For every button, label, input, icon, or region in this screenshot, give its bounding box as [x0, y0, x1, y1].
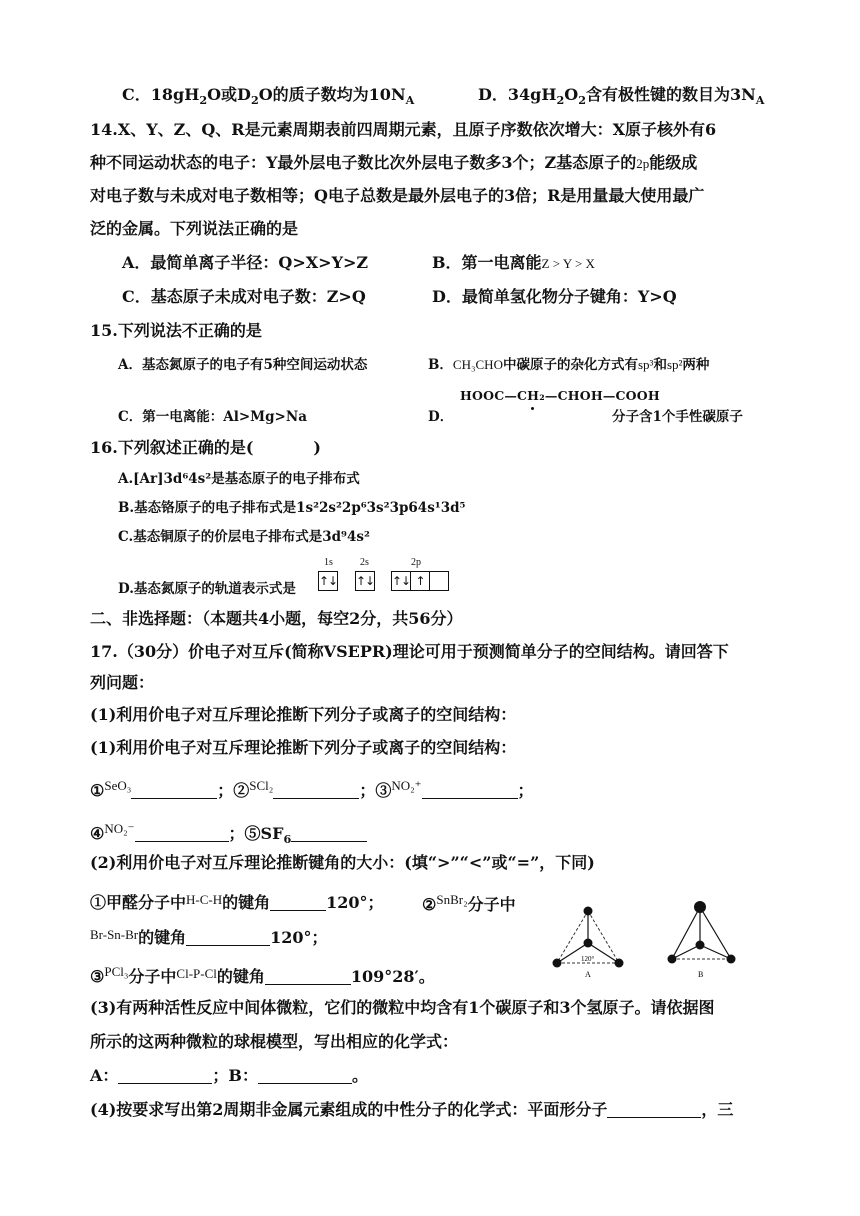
q14-stem-line3: 对电子数与未成对电子数相等；Q电子总数是最外层电子的3倍；R是用量最大使用最广: [90, 186, 705, 205]
q14-option-c: C．基态原子未成对电子数：Z>Q: [122, 287, 366, 306]
q17-part1: (1)利用价电子对互斥理论推断下列分子或离子的空间结构：: [90, 705, 517, 724]
orbital-box-2p-3: [429, 571, 449, 591]
section-heading: 二、非选择题：（本题共4小题，每空2分，共56分）: [90, 609, 463, 628]
q16-option-c: C.基态铜原子的价层电子排布式是3d⁹4s²: [118, 529, 370, 545]
ball-stick-figure: [545, 895, 755, 980]
q17-part2: (2)利用价电子对互斥理论推断键角的大小：(填“>”“<”或“=”，下同): [90, 853, 595, 872]
q16-option-a: A.[Ar]3d⁶4s²是基态原子的电子排布式: [118, 471, 360, 487]
chiral-mark-icon: [531, 407, 534, 410]
q15-stem: 15.下列说法不正确的是: [90, 321, 262, 340]
q17-part3-line1: (3)有两种活性反应中间体微粒，它们的微粒中均含有1个碳原子和3个氢原子。请依据图: [90, 998, 715, 1017]
q14-stem-line2: 种不同运动状态的电子：Y最外层电子数比次外层电子数多3个；Z基态原子的2p能级成: [90, 153, 698, 172]
orbital-box-2s: ↑↓: [355, 571, 375, 591]
orbital-label-2s: 2s: [360, 557, 369, 568]
q14-option-d: D．最简单氢化物分子键角：Y>Q: [432, 287, 677, 306]
q17-part2-item3: ③$^{PCl_3}$分子中$^{Cl-P-Cl}$的键角 109°28′。: [90, 964, 435, 986]
q17-part2-item1: ①甲醛分子中$^{H-C-H}$的键角 120°；: [90, 892, 384, 912]
q16-option-d: D.基态氮原子的轨道表示式是: [118, 581, 296, 597]
orbital-label-1s: 1s: [324, 557, 333, 568]
q13-option-c: C．$18gH_2O$或$D_2O$的质子数均为$10N_A$: [122, 85, 415, 108]
q17-part3-answers: A： ；B： 。: [90, 1066, 368, 1085]
angle-label: 120°: [581, 955, 595, 963]
q17-part4: (4)按要求写出第2周期非金属元素组成的中性分子的化学式：平面形分子 ，三: [90, 1100, 734, 1119]
model-a-label: A: [585, 970, 591, 979]
model-b-label: B: [698, 970, 704, 979]
q17-part1-duplicate: (1)利用价电子对互斥理论推断下列分子或离子的空间结构：: [90, 738, 517, 757]
q17-stem-line2: 列问题：: [90, 673, 155, 692]
q17-part2-item2-cont: $^{Br-Sn-Br}$的键角 120°；: [90, 927, 328, 947]
q16-option-b: B.基态铬原子的电子排布式是1s²2s²2p⁶3s²3p64s¹3d⁵: [118, 500, 466, 516]
q13-option-d: D．$34gH_2O_2$含有极性键的数目为$3N_A$: [478, 85, 765, 108]
q15-structure-formula: HOOC—CH₂—CHOH—COOH: [460, 388, 660, 403]
orbital-box-2p-1: ↑↓: [391, 571, 411, 591]
q15-option-b: B．CH₃CHO中碳原子的杂化方式有sp³和sp²两种: [428, 357, 710, 373]
q16-stem: 16.下列叙述正确的是( ): [90, 438, 321, 457]
model-b: [668, 901, 736, 979]
q14-stem-line1: 14.X、Y、Z、Q、R是元素周期表前四周期元素，且原子序数依次增大：X原子核外有6: [90, 120, 717, 139]
q15-option-d-text: 分子含1个手性碳原子: [612, 409, 743, 425]
q17-part1-items-row1: ①$^{SeO_3}$ ；②$^{SCl_2}$ ；③$^{NO_2^+}$ ；: [90, 778, 534, 800]
q17-part3-line2: 所示的这两种微粒的球棍模型，写出相应的化学式：: [90, 1032, 459, 1051]
q14-option-b: B．第一电离能Z > Y > X: [432, 253, 595, 272]
q14-stem-line4: 泛的金属。下列说法正确的是: [90, 219, 299, 238]
orbital-label-2p: 2p: [411, 557, 421, 568]
q17-part2-item2: ②$^{SnBr_2}$分子中: [422, 892, 516, 914]
q17-stem-line1: 17.（30分）价电子对互斥(简称VSEPR)理论可用于预测简单分子的空间结构。请回答下: [90, 642, 729, 661]
q15-option-d-label: D．: [428, 409, 454, 425]
q17-part1-items-row2: ④$^{NO_2^-}$ ；$⑤SF_6$: [90, 817, 367, 851]
orbital-box-1s: ↑↓: [318, 571, 338, 591]
orbital-box-2p-2: ↑: [410, 571, 430, 591]
q14-option-a: A．最简单离子半径：Q>X>Y>Z: [122, 253, 369, 272]
model-a: [553, 907, 624, 980]
q15-option-a: A．基态氮原子的电子有5种空间运动状态: [118, 357, 368, 373]
q15-option-c: C．第一电离能：Al>Mg>Na: [118, 409, 307, 425]
